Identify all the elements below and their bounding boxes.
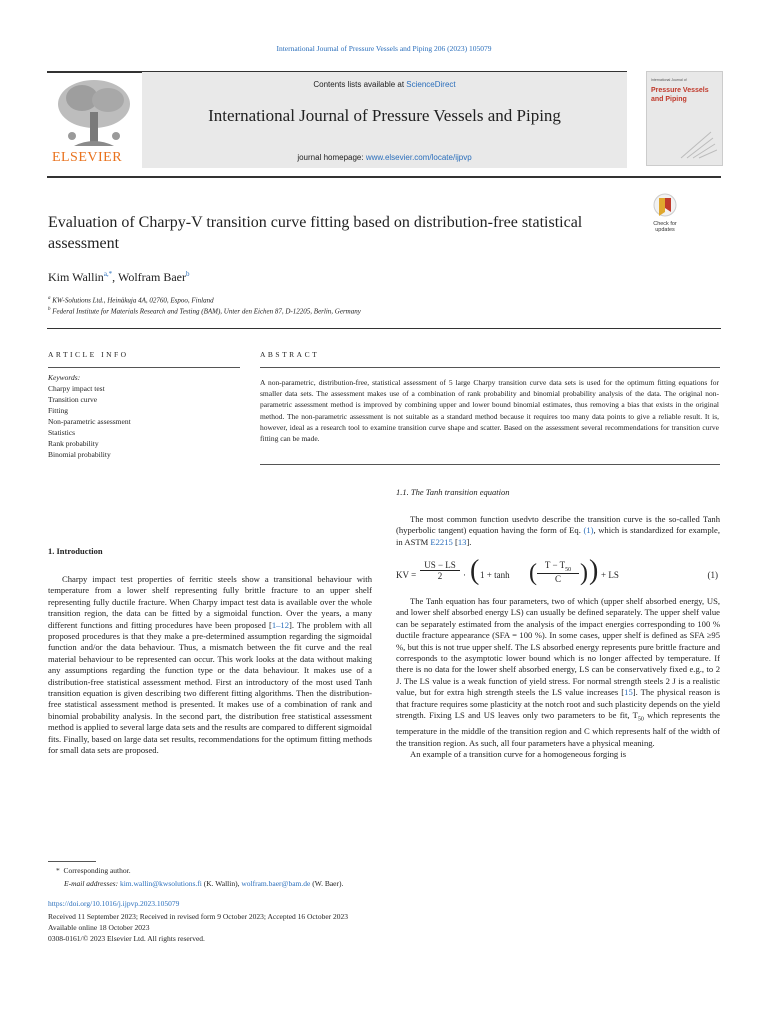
eq-sub2: 50 — [565, 566, 572, 573]
journal-reference-link[interactable]: International Journal of Pressure Vessels and Piping 206 (2023) 105079 — [276, 44, 492, 53]
cover-decoration-icon — [651, 112, 717, 160]
eq-lhs: KV = — [396, 570, 417, 580]
check-updates-icon — [647, 193, 683, 217]
email-baer-link[interactable]: wolfram.baer@bam.de — [241, 879, 311, 888]
tanh-p2-sub: 50 — [637, 716, 644, 723]
eq-paren-close: ) — [589, 555, 599, 586]
title-block-rule — [47, 328, 721, 329]
eq-paren-open: ( — [470, 555, 480, 586]
eq-label: (1) — [707, 570, 718, 580]
eq-dot: · — [463, 570, 466, 580]
article-title: Evaluation of Charpy-V transition curve fitting based on distribution-free statistical assessment — [48, 214, 583, 252]
footnote-rule — [48, 861, 96, 862]
eq-paren-inner-open: ( — [529, 560, 537, 586]
email-wallin-who: (K. Wallin), — [201, 879, 242, 888]
keyword-item: Statistics — [48, 428, 76, 437]
elsevier-tree-logo-icon — [54, 76, 134, 150]
email-baer-who: (W. Baer). — [310, 879, 344, 888]
homepage-line — [142, 153, 627, 162]
received-dates: Received 11 September 2023; Received in revised form 9 October 2023; Accepted 16 October 2023 — [48, 912, 349, 921]
tanh-text-d: ]. — [466, 536, 472, 547]
corresponding-text: Corresponding author. — [63, 866, 131, 875]
check-for-updates-badge[interactable] — [647, 193, 683, 233]
abstract-top-rule — [260, 367, 720, 368]
tanh-text-a: The most common function usedvto describe the transition curve is the so-called Tanh (hyperbolic tangent) equation having the form of Eq. — [396, 514, 720, 536]
author-list — [48, 270, 189, 285]
contents-line — [142, 80, 627, 89]
elsevier-wordmark: ELSEVIER — [51, 150, 123, 165]
tanh-section-heading: 1.1. The Tanh transition equation — [396, 487, 510, 497]
copyright-line: 0308-0161/© 2023 Elsevier Ltd. All rights reserved. — [48, 934, 205, 943]
homepage-prefix: journal homepage: — [297, 153, 366, 162]
affiliation-b-text: Federal Institute for Materials Research and Testing (BAM), Unter den Eichen 87, D-12205, Berlin, Germany — [52, 307, 361, 316]
tanh-intro-paragraph — [396, 514, 720, 548]
equation-ref-link[interactable]: (1) — [583, 525, 594, 536]
affiliation-b-marker: b — [48, 307, 51, 312]
available-online: Available online 18 October 2023 — [48, 923, 150, 932]
keyword-item: Charpy impact test — [48, 384, 105, 393]
author-baer-affiliation-link[interactable]: b — [185, 270, 190, 278]
eq-num2: T − T — [544, 560, 566, 570]
abstract-text: A non-parametric, distribution-free, statistical assessment of 5 large Charpy transition curve data sets is used for the optimum fitting equations for smaller data sets. The assessment makes use of a combination of rank probability and binomial probability analysis of the data. The original non-parametric assessment method is improved by combining upper and lower bound binomial estimates, thus removing a bias that exists in the original method. The non-parametric assessment is not suitable as a standard method because it requires too many data points to give a reliable result. It is, however, ideal as a research tool to examine transition curve shape and scatter. Based on the assessment several recommendations for transition curve fitting can be made. — [260, 378, 719, 444]
eq-paren-inner-close: ) — [580, 560, 588, 586]
affiliation-a — [48, 296, 214, 304]
badge-line2: updates — [655, 227, 675, 233]
author-baer: Wolfram Baer — [117, 270, 186, 284]
tanh-text-c: [ — [452, 536, 458, 547]
abstract-bottom-rule — [260, 464, 720, 465]
affiliation-a-marker: a — [48, 296, 51, 301]
intro-paragraph — [48, 574, 372, 757]
eq-one-tanh: 1 + tanh — [480, 570, 510, 580]
sciencedirect-link[interactable]: ScienceDirect — [406, 80, 456, 89]
abstract-heading: ABSTRACT — [260, 350, 320, 359]
eq-tail: + LS — [601, 570, 619, 580]
article-info-heading: ARTICLE INFO — [48, 350, 129, 359]
reference-link[interactable]: 1–12 — [271, 619, 290, 630]
journal-title: International Journal of Pressure Vessels and Piping — [208, 106, 561, 125]
eq-den1: 2 — [437, 571, 443, 581]
keyword-item: Binomial probability — [48, 450, 111, 459]
tanh-paragraph-1 — [396, 514, 720, 548]
tanh-p2-text-a: The Tanh equation has four parameters, two of which (upper shelf absorbed energy, US, and lower shelf absorbed energy LS) can usually be defined separately. The upper shelf value can be separately estimated from the analysis of the impact energies corresponding to 100 % ductile fracture appearance (SFA = 100 %). In some cases, upper shelf is defined as SFA ≥95 %, but this is not true upper shelf. The LS absorbed energy represents pure brittle fracture and corresponds to the asymptotic lower bound which is no longer affected by temperature. If there is no data for the lower shelf absorbed energy, LS can be conservatively fixed e.g., to 2 J. The LS value is a weak function of yield stress. For normal strength steels 2 J is a realistic value, but for extra high strength steels the LS value increases [ — [396, 596, 720, 698]
eq-fraction-1 — [420, 560, 460, 581]
homepage-link[interactable]: www.elsevier.com/locate/ijpvp — [365, 153, 472, 162]
keyword-item: Transition curve — [48, 395, 98, 404]
affiliation-b — [48, 307, 361, 315]
cover-title: Pressure Vessels and Piping — [651, 87, 709, 103]
contents-prefix: Contents lists available at — [313, 80, 407, 89]
cover-small-text: International Journal of — [651, 78, 687, 82]
email-label: E-mail addresses: — [64, 879, 120, 888]
intro-text-b: ]. The problem with all proposed procedures is that they make a pre-determined assumption regarding the sigmoidal function and/or the data behaviour. Thus, a mismatch between the fit curve and the real material behaviour to be represented can occur. This work looks at the data without making any assumptions regarding the function type or the data behaviour. It makes use of a distribution-free statistical assessment method. First an introductory of the most used Tanh transition equation is given describing two different fitting algorithms. Then the distribution-free statistical assessment method is presented. It makes use of a combination of rank and binomial probability analysis. In the second part, the distribution free statistical assessment method is applied to several large data sets and the results are compared to different sigmoidal fits. Finally, based on large data set results, recommendations for the optimum fitting methods for small data sets are proposed. — [48, 619, 372, 756]
header-bottom-rule — [47, 176, 721, 178]
author-wallin-affiliation-link[interactable]: a,* — [103, 270, 113, 278]
affiliation-a-text: KW-Solutions Ltd., Heinäkuja 4A, 02760, Espoo, Finland — [52, 296, 214, 305]
article-info-rule — [48, 367, 240, 368]
tanh-paragraph-3: An example of a transition curve for a homogeneous forging is — [410, 749, 627, 759]
keyword-item: Non-parametric assessment — [48, 417, 131, 426]
reference-link[interactable]: 15 — [624, 687, 633, 698]
email-line — [64, 879, 343, 888]
author-wallin: Kim Wallin — [48, 270, 104, 284]
keyword-item: Rank probability — [48, 439, 99, 448]
tanh-p2-text-b: ]. The physical reason is that fracture requires some plasticity at the notch root and such plasticity depends on the yield strength. Fixing LS and US leaves only two parameters to be fit, T — [396, 687, 721, 721]
tanh-body — [396, 596, 720, 760]
eq-fraction-2 — [537, 560, 579, 584]
eq-den2: C — [554, 573, 561, 584]
badge-line1: Check for — [653, 221, 677, 227]
intro-text-a: Charpy impact test properties of ferritic steels show a transitional behaviour with temperature from a lower shelf representing fully brittle fracture to an upper shelf representing fully ductile fracture. When Charpy impact test data is available over the whole transition region, the data can be fitted by a sigmoidal function. Over the years, a many different functions and fitting procedures have been proposed [ — [48, 574, 372, 630]
tanh-equation — [396, 555, 720, 590]
astm-standard-link[interactable]: E2215 — [430, 536, 453, 547]
tanh-text-b: , which is standardized for example, in ASTM — [396, 525, 720, 547]
tanh-paragraph-2 — [396, 596, 720, 749]
email-wallin-link[interactable]: kim.wallin@kwsolutions.fi — [119, 879, 202, 888]
reference-link[interactable]: 13 — [457, 536, 467, 547]
corresponding-author-note — [56, 866, 131, 875]
keyword-item: Fitting — [48, 406, 69, 415]
doi-link[interactable]: https://doi.org/10.1016/j.ijpvp.2023.105079 — [48, 899, 180, 908]
footnote-star: * — [56, 866, 60, 875]
introduction-body — [48, 574, 372, 757]
tanh-p2-text-c: which represents the temperature in the middle of the transition region and C which represents half of the width of the transition region. As such, all four parameters have a physical meaning. — [396, 710, 720, 748]
keywords-label: Keywords: — [48, 373, 81, 382]
eq-num1: US − LS — [420, 560, 460, 571]
introduction-heading: 1. Introduction — [48, 546, 103, 556]
author-separator: , — [112, 270, 118, 284]
